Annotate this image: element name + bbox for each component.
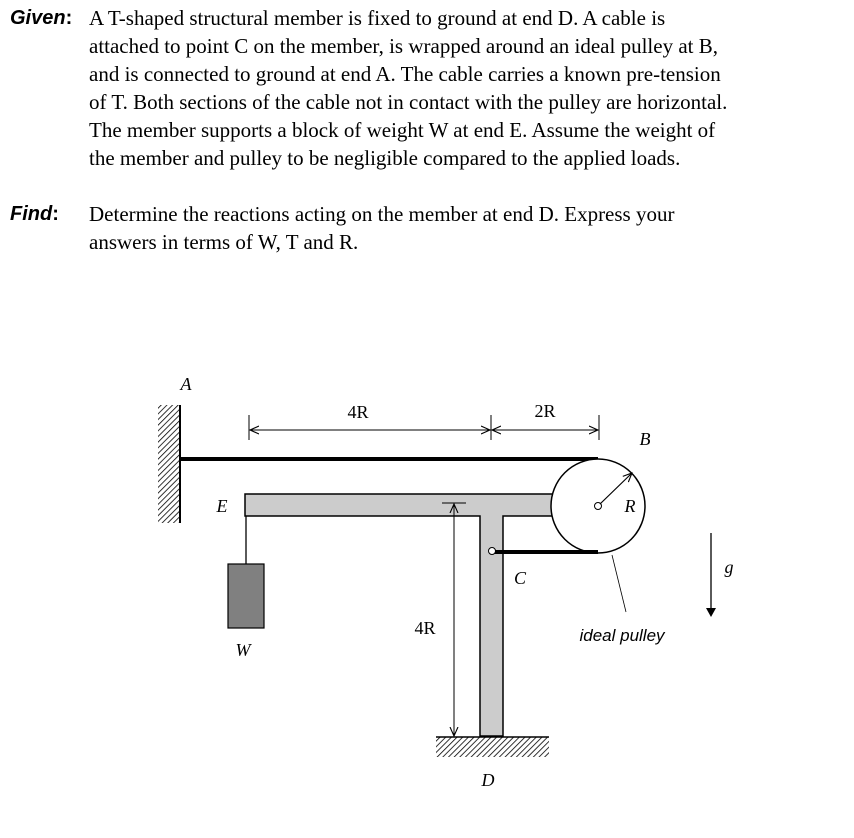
label-r: R <box>624 496 636 516</box>
label-c: C <box>513 568 527 588</box>
label-dim-vertical: 4R <box>414 618 436 638</box>
weight-block <box>228 564 264 628</box>
label-a: A <box>180 374 192 394</box>
given-line-4: of T. Both sections of the cable not in contact with the pulley are horizontal. <box>89 90 728 114</box>
label-w: W <box>235 640 251 660</box>
find-line-1: Determine the reactions acting on the member at end D. Express your <box>89 202 675 226</box>
given-line-2: attached to point C on the member, is wrapped around an ideal pulley at B, <box>89 34 718 58</box>
label-b: B <box>639 429 651 449</box>
pulley-leader <box>612 555 626 612</box>
given-line-3: and is connected to ground at end A. The cable carries a known pre-tension <box>89 62 721 86</box>
given-line-6: the member and pulley to be negligible compared to the applied loads. <box>89 146 681 170</box>
label-dim-4r: 4R <box>347 402 369 422</box>
point-c-pin <box>489 548 496 555</box>
find-label: Find: <box>10 203 59 225</box>
given-label: Given: <box>10 7 73 29</box>
gravity-arrow-head <box>706 608 716 617</box>
wall-support-a <box>158 405 180 523</box>
ground-support-d <box>436 737 549 757</box>
given-line-5: The member supports a block of weight W at end E. Assume the weight of <box>89 118 716 142</box>
t-member <box>245 494 553 736</box>
find-line-2: answers in terms of W, T and R. <box>89 230 359 254</box>
label-d: D <box>481 770 495 790</box>
label-dim-2r: 2R <box>534 401 556 421</box>
label-pulley-note: ideal pulley <box>579 626 665 645</box>
label-e: E <box>216 496 228 516</box>
given-line-1: A T-shaped structural member is fixed to ground at end D. A cable is <box>89 6 666 30</box>
label-g: g <box>724 557 734 577</box>
